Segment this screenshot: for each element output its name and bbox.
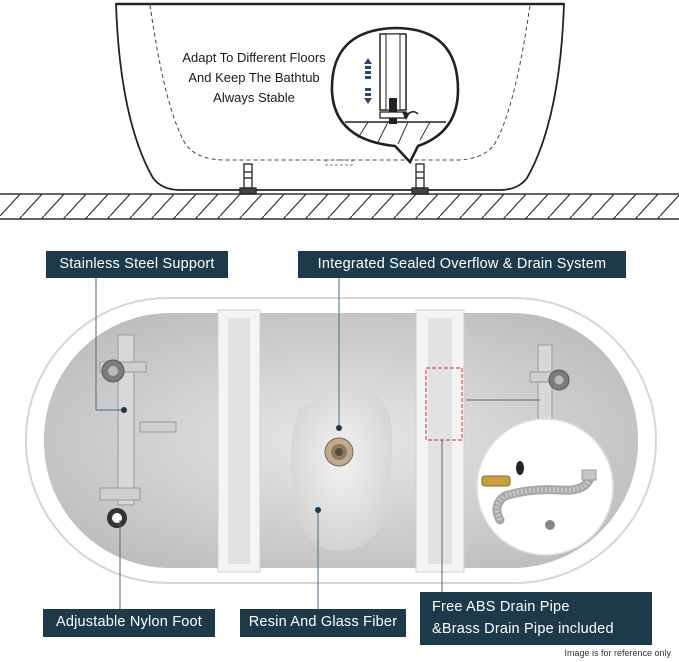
drain-pipe-inset bbox=[477, 419, 613, 555]
label-drain-line-1: Free ABS Drain Pipe bbox=[432, 599, 570, 616]
label-stainless-steel-support bbox=[46, 251, 228, 278]
caption-line-1: Adapt To Different Floors bbox=[182, 50, 326, 65]
label-adjustable-nylon-foot bbox=[43, 609, 215, 637]
label-resin-text: Resin And Glass Fiber bbox=[248, 614, 398, 631]
nylon-foot-icon bbox=[107, 508, 127, 528]
caption-line-2: And Keep The Bathtub bbox=[188, 70, 320, 85]
resin-texture bbox=[291, 389, 392, 551]
label-drain-line-2: &Brass Drain Pipe included bbox=[432, 620, 614, 637]
label-drain-pipe bbox=[420, 592, 652, 645]
drain-icon bbox=[325, 438, 353, 466]
label-overflow-text: Integrated Sealed Overflow & Drain System bbox=[317, 255, 607, 272]
label-nylon-text: Adjustable Nylon Foot bbox=[55, 614, 203, 631]
label-stainless-text: Stainless Steel Support bbox=[59, 255, 215, 272]
label-overflow-drain-system bbox=[298, 251, 626, 278]
label-resin-glass-fiber bbox=[240, 609, 406, 637]
disclaimer-text: Image is for reference only bbox=[564, 648, 671, 658]
caption-line-3: Always Stable bbox=[213, 90, 295, 105]
